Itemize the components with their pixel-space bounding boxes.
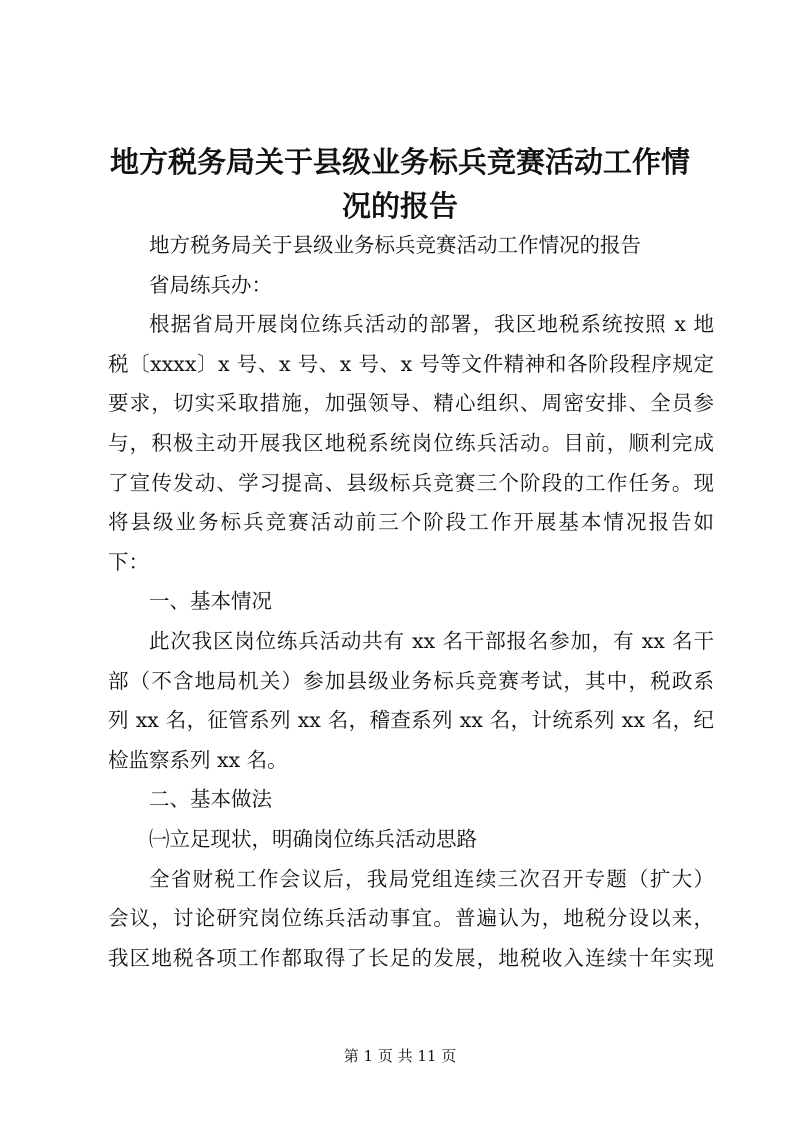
paragraph-line: 部（不含地局机关）参加县级业务标兵竞赛考试，其中，税政系 [108,668,714,693]
section-heading-basic-practice: 二、基本做法 [149,787,272,812]
paragraph-line: 将县级业务标兵竞赛活动前三个阶段工作开展基本情况报告如 [108,510,714,535]
section-heading-basic-situation: 一、基本情况 [149,589,272,614]
page-number-footer: 第 1 页 共 11 页 [343,1047,457,1065]
paragraph-line: 全省财税工作会议后，我局党组连续三次召开专题（扩大） [149,866,714,891]
paragraph-line: 检监察系列 xx 名。 [108,747,288,772]
paragraph-line: 要求，切实采取措施，加强领导、精心组织、周密安排、全员参 [108,391,714,416]
subsection-heading: ㈠立足现状，明确岗位练兵活动思路 [149,826,477,851]
subtitle-line: 地方税务局关于县级业务标兵竞赛活动工作情况的报告 [149,233,641,257]
paragraph-line: 与，积极主动开展我区地税系统岗位练兵活动。目前，顺利完成 [108,430,714,455]
paragraph-line: 会议，讨论研究岗位练兵活动事宜。普遍认为，地税分设以来， [108,906,714,931]
paragraph-line: 了宣传发动、学习提高、县级标兵竞赛三个阶段的工作任务。现 [108,470,714,495]
paragraph-line: 列 xx 名，征管系列 xx 名，稽查系列 xx 名，计统系列 xx 名，纪 [108,708,714,733]
paragraph-line: 我区地税各项工作都取得了长足的发展，地税收入连续十年实现 [108,945,714,970]
title-line-2: 况的报告 [341,189,458,223]
paragraph-line: 此次我区岗位练兵活动共有 xx 名干部报名参加，有 xx 名干 [149,628,714,653]
salutation-line: 省局练兵办： [149,272,272,297]
document-title [100,140,700,228]
document-body [108,226,714,978]
title-line-1: 地方税务局关于县级业务标兵竞赛活动工作情 [109,145,690,179]
paragraph-line: 下： [108,549,149,574]
paragraph-line: 根据省局开展岗位练兵活动的部署，我区地税系统按照 x 地 [149,312,714,337]
paragraph-line: 税〔xxxx〕x 号、x 号、x 号、x 号等文件精神和各阶段程序规定 [108,351,714,376]
